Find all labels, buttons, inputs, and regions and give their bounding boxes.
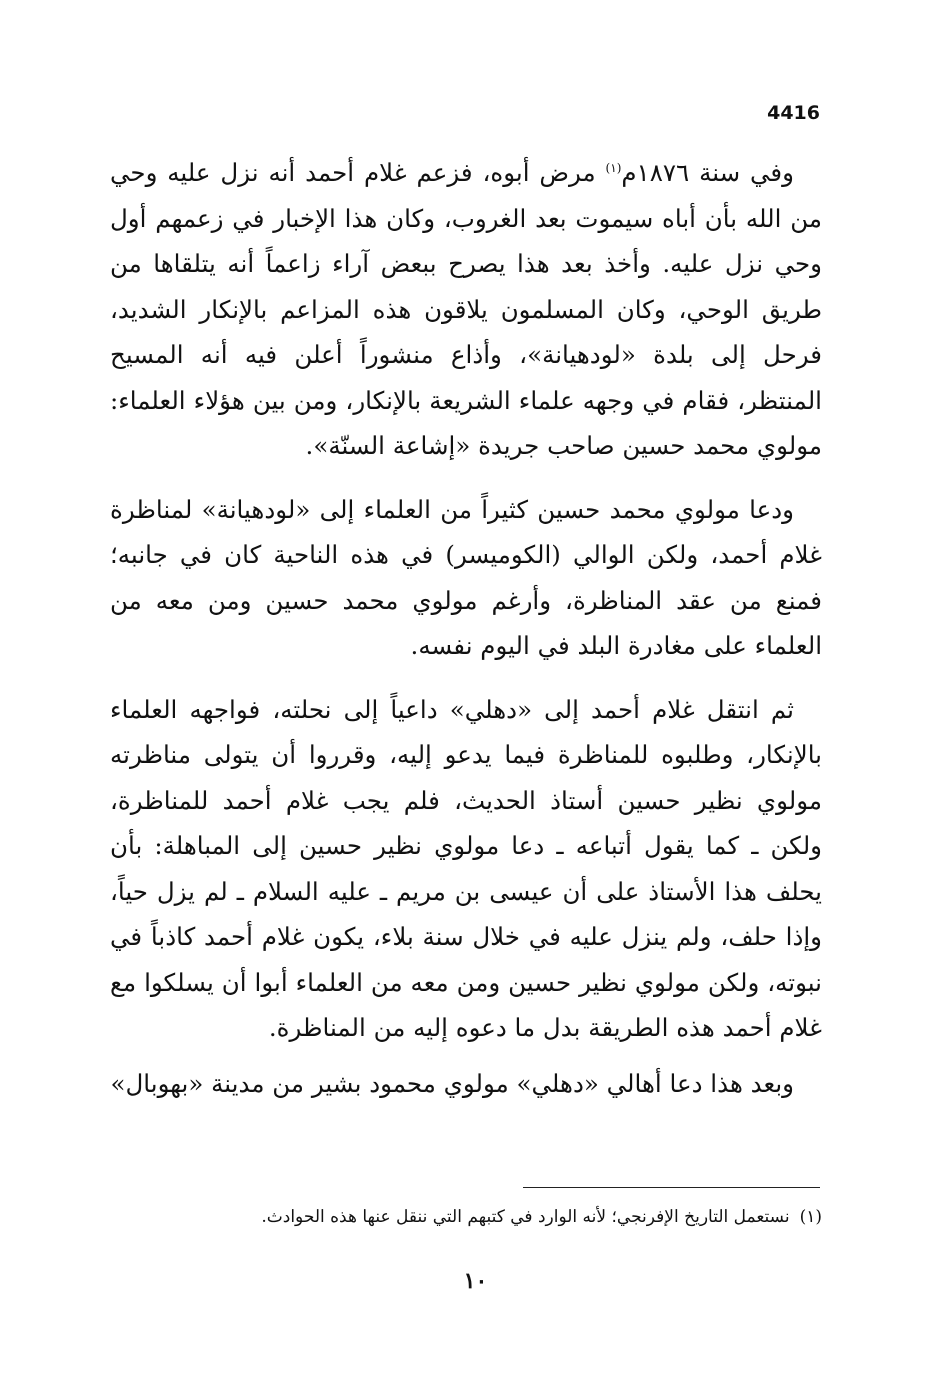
paragraph-1-text-a: وفي سنة ١٨٧٦م xyxy=(621,158,794,187)
footnote-text: نستعمل التاريخ الإفرنجي؛ لأنه الوارد في كتبهم التي ننقل عنها هذه الحوادث. xyxy=(261,1207,790,1227)
footnote-divider xyxy=(523,1187,820,1188)
footnote xyxy=(110,1204,822,1230)
paragraph-1 xyxy=(110,150,822,469)
paragraph-1-text-b: مرض أبوه، فزعم غلام أحمد أنه نزل عليه وحي من الله بأن أباه سيموت بعد الغروب، وكان هذا الإخبار في زعمهم أول وحي نزل عليه. وأخذ بعد هذا يصرح ببعض آراء زاعماً أنه يتلقاها من طريق الوحي، وكان المسلمون يلاقون هذه المزاعم بالإنكار الشديد، فرحل إلى بلدة «لودهيانة»، وأذاع منشوراً أعلن فيه أنه المسيح المنتظر، فقام في وجهه علماء الشريعة بالإنكار، ومن بين هؤلاء العلماء: مولوي محمد حسين صاحب جريدة «إشاعة السنّة». xyxy=(110,158,822,460)
paragraph-2: ودعا مولوي محمد حسين كثيراً من العلماء إلى «لودهيانة» لمناظرة غلام أحمد، ولكن الوالي (الكوميسر) في هذه الناحية كان في جانبه؛ فمنع من عقد المناظرة، وأرغم مولوي محمد حسين ومن معه من العلماء على مغادرة البلد في اليوم نفسه. xyxy=(110,494,822,660)
footnote-marker: (١) xyxy=(799,1207,822,1227)
body-text xyxy=(110,150,822,1106)
footnote-reference: (١) xyxy=(605,160,622,175)
page-id: 4416 xyxy=(767,102,820,124)
paragraph-4: وبعد هذا دعا أهالي «دهلي» مولوي محمود بشير من مدينة «بهوبال» xyxy=(110,1068,794,1098)
page-number: ١٠ xyxy=(463,1268,488,1294)
paragraph-3: ثم انتقل غلام أحمد إلى «دهلي» داعياً إلى نحلته، فواجهه العلماء بالإنكار، وطلبوه للمناظرة فيما يدعو إليه، وقرروا أن يتولى مناظرته مولوي نظير حسين أستاذ الحديث، فلم يجب غلام أحمد للمناظرة، ولكن ـ كما يقول أتباعه ـ دعا مولوي نظير حسين إلى المباهلة: بأن يحلف هذا الأستاذ على أن عيسى بن مريم ـ عليه السلام ـ لم يزل حياً، وإذا حلف، ولم ينزل عليه في خلال سنة بلاء، يكون غلام أحمد كاذباً في نبوته، ولكن مولوي نظير حسين ومن معه من العلماء أبوا أن يسلكوا مع غلام أحمد هذه الطريقة بدل ما دعوه إليه من المناظرة. xyxy=(110,694,822,1042)
